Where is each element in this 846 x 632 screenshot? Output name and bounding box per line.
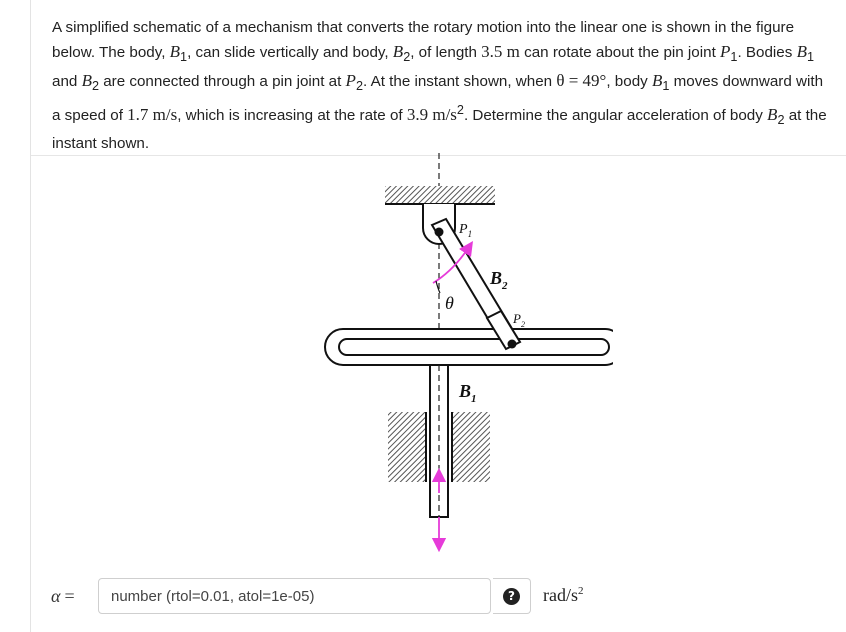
question-mark-icon: ? bbox=[503, 588, 520, 605]
guide-right bbox=[452, 412, 490, 482]
pin-p1 bbox=[435, 228, 444, 237]
guide-left bbox=[388, 412, 426, 482]
label-p1: $P_1$ bbox=[459, 222, 473, 239]
help-button[interactable] bbox=[493, 578, 531, 614]
answer-row bbox=[51, 578, 831, 616]
pin-p2 bbox=[508, 340, 517, 349]
answer-label: α = bbox=[51, 586, 75, 606]
question-card bbox=[30, 0, 846, 632]
units-label: rad/$s^2$ bbox=[543, 585, 584, 605]
answer-input[interactable] bbox=[98, 578, 491, 614]
label-theta: θ bbox=[445, 293, 454, 313]
mechanism-figure bbox=[293, 153, 613, 558]
ceiling-hatch bbox=[385, 186, 495, 204]
slot-body-inner bbox=[339, 339, 609, 355]
label-b2: $B_2$ bbox=[490, 268, 508, 292]
label-p2: $P_2$ bbox=[513, 311, 525, 329]
label-b1: $B_1$ bbox=[459, 381, 477, 405]
question-text: A simplified schematic of a mechanism that converts the rotary motion into the linear one is shown in the figure below. The body, $B_1$, can slide vertically and body, $B_2$, of length 3.5 m can rotate about the pin joint $P_1$. Bodies $B_1$ and $B_2$ are connected through a pin joint at $P_2$. At the instant shown, when θ = 49°, body $B_1$ moves downward with a speed of 1.7 m/s, which is increasing at the rate of 3.9 $m/s^2$. Determine the angular acceleration of body $B_2$ at the instant shown. bbox=[52, 19, 827, 153]
